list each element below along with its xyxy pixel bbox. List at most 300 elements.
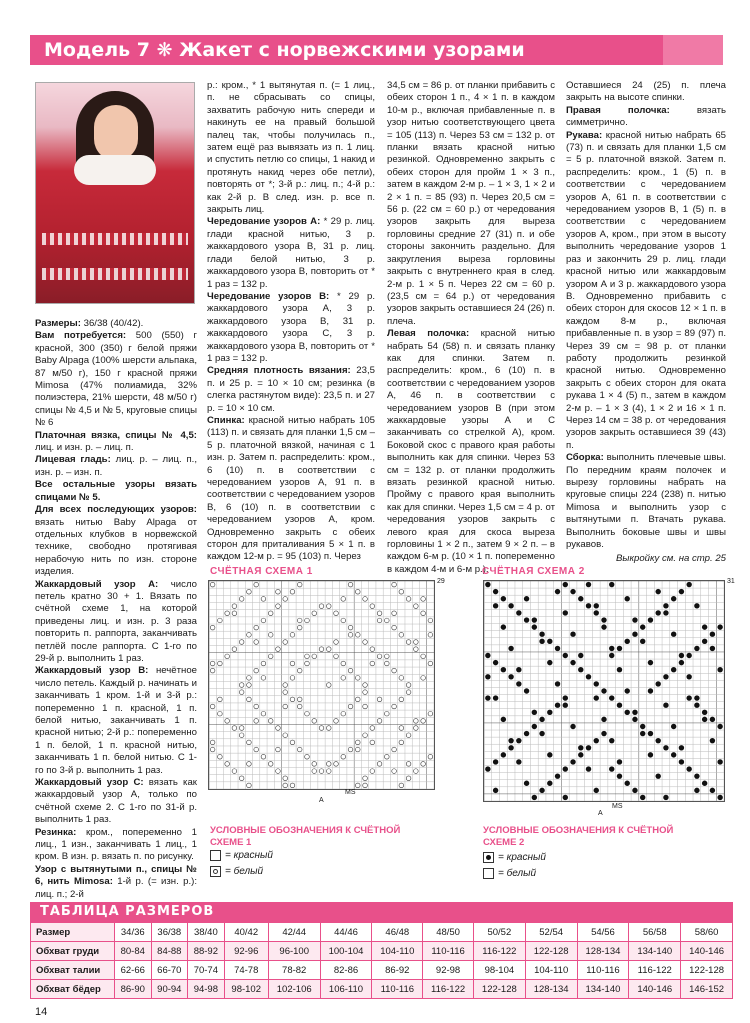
paragraph-text: красной нитью набрать 54 (58) п. и связать планку как для спинки. Затем п. распределить: кром., 6 (10) п. в соответствии с чередованием узоров А, 46 п. в соответствии с чередованием узоров В (при этом жаккардовые узоры А и С заканчивать со стрелкой А), кром. Боковой скос с правого края работы выполнить как для спинки. Через 53 см = 132 р. от планки продолжить вязать резинкой красной нитью. Пройму с правого края выполнить как для спинки. Через 1,5 см = 4 р. от чередования узоров закрыть с левого края для скоса выреза горловины 1 × 2 п., затем 9 × 2 п. – в каждом 6-м р. (10 × 1 п. попеременно в каждом 4-м и 6-м р.). [387, 328, 555, 575]
red-stitch-mark [717, 795, 722, 800]
white-stitch-mark [406, 597, 411, 602]
red-stitch-mark [539, 731, 544, 736]
red-stitch-mark [640, 724, 645, 729]
red-stitch-mark [555, 702, 560, 707]
red-stitch-mark [578, 596, 583, 601]
red-stitch-mark [632, 710, 637, 715]
white-stitch-mark [319, 769, 324, 774]
table-cell: 36/38 [151, 923, 188, 942]
paragraph-text: красной нитью набрать 105 (113) п. и связать для планки 1,5 см – 5 р. платочной вязкой, начиная с 1 изн. р. Затем п. распределить: кром., 6 (10) п. в соответствии с чередованием узоров А, 91 п. в соответствии с чередованием узоров В, 6 (10) п. в соответствии с чередованием узоров А, кром. Одновременно закрыть с обеих сторон для приталивания 5 × 1 п. в каждом 12-м р. = 95 (103) п. Через [207, 414, 375, 563]
white-stitch-mark [363, 597, 368, 602]
white-stitch-mark [348, 582, 353, 587]
red-stitch-mark [617, 646, 622, 651]
schema1-title: СЧЁТНАЯ СХЕМА 1 [210, 566, 313, 577]
paragraph-text: выполнить плечевые швы. По передним краям полочек и вырезу горловины набрать на круговые спицы 224 (238) п. нитью Mimosa и выполнить узор с вытянутыми п. Втачать рукава. Выполнить боковые швы и швы рукавов. [566, 452, 726, 551]
size-table [30, 922, 733, 999]
white-stitch-mark [414, 604, 419, 609]
red-stitch-mark [617, 667, 622, 672]
white-stitch-mark [261, 754, 266, 759]
white-stitch-mark [232, 647, 237, 652]
red-stitch-mark [501, 624, 506, 629]
paragraph-heading: Для всех последующих узоров: [35, 504, 197, 516]
table-cell: 116-122 [473, 942, 525, 961]
white-stitch-mark [428, 618, 433, 623]
legend-empty-square-icon [483, 868, 494, 879]
paragraph-text: 34,5 см = 86 р. от планки прибавить с обеих сторон 1 п., 4 × 1 п. в каждом 10-м р., включая прибавленные п. в узор нитью соответствующего цвета = 105 (113) п. Через 53 см = 132 р. от планки вязать красной нитью резинкой. Одновременно закрыть с обеих сторон для пройм 1 × 3 п., затем в каждом 2-м р. – 1 × 3, 1 × 2 и 2 × 1 п. = 85 (93) п. Через 20,5 см = 56 р. (22 см = 60 р.) от чередования узоров закрыть для выреза горловины средние 27 (31) п. и обе стороны закончить раздельно. Для закругления выреза горловины закрыть с внутреннего края в след. 2-м р. 1 × 5 п. Через 22 см = 60 р. (23,5 см = 64 р.) от чередования узоров закрыть оставшиеся 24 (26) п. плеча. [387, 80, 555, 327]
red-stitch-mark [563, 695, 568, 700]
paragraph [207, 216, 375, 290]
red-stitch-mark [679, 759, 684, 764]
white-stitch-mark [377, 618, 382, 623]
red-stitch-mark [586, 766, 591, 771]
white-stitch-mark [334, 654, 339, 659]
red-stitch-mark [570, 724, 575, 729]
paragraph-heading: Жаккардовый узор В: [35, 665, 149, 677]
white-stitch-mark [232, 611, 237, 616]
white-stitch-mark [261, 711, 266, 716]
white-stitch-mark [254, 719, 259, 724]
red-stitch-mark [594, 738, 599, 743]
table-cell: 134-140 [629, 942, 681, 961]
paragraph-text: красной нитью набрать 65 (73) п. и связать для планки 1,5 см = 5 р. платочной вязкой. Затем п. распределить: кром., 1 (5) п. в соответствии с чередованием узоров А, 61 п. в соответствии с чередованием узоров В, 1 (5) п. в соответствии с чередованием узоров А, кром., при этом в высоту выполнить чередование узоров 1 раз и закончить 29 р. лиц. глади красной нитью или жаккардовым узором А и 3 р. жаккардового узора В. Одновременно прибавить с обеих сторон для скосов 12 × 1 п. в каждом 8-м р., включая прибавленные п. в узор = 89 (97) п. Через 39 см = 98 р. от планки работу продолжить резинкой красной нитью. Одновременно закрыть с обеих сторон для окатa рукава 1 × 4 (5) п., затем в каждом 2-м р. – 1 × 3 (4), 1 × 2 и 16 × 1 п. Через 14 см = 38 р. от чередования узоров закрыть оставшиеся 39 (43) п. [566, 129, 726, 451]
white-stitch-mark [355, 783, 360, 788]
white-stitch-mark [283, 733, 288, 738]
red-stitch-mark [710, 738, 715, 743]
table-cell: 134-140 [577, 980, 629, 999]
red-stitch-mark [702, 781, 707, 786]
red-stitch-mark [516, 610, 521, 615]
pattern-reference-note: Выкройку см. на стр. 25 [616, 553, 726, 565]
white-stitch-mark [334, 640, 339, 645]
paragraph-heading: Левая полочка: [387, 328, 470, 340]
red-stitch-mark [663, 603, 668, 608]
legend-label: = красный [498, 852, 546, 863]
white-stitch-mark [399, 783, 404, 788]
paragraph-heading: Чередование узоров В: [207, 290, 330, 302]
white-stitch-mark [261, 661, 266, 666]
white-stitch-mark [406, 733, 411, 738]
red-stitch-mark [493, 695, 498, 700]
table-cell: 94-98 [188, 980, 225, 999]
table-cell: 116-122 [423, 980, 474, 999]
white-stitch-mark [247, 697, 252, 702]
paragraph-heading: Вам потребуется: [35, 330, 127, 342]
red-stitch-mark [655, 681, 660, 686]
table-cell: 92-98 [423, 961, 474, 980]
white-stitch-mark [341, 618, 346, 623]
schema2-arrow-label: A [598, 810, 603, 817]
row-header: Размер [31, 923, 115, 942]
red-stitch-mark [694, 695, 699, 700]
red-stitch-mark [601, 617, 606, 622]
red-stitch-mark [625, 639, 630, 644]
white-stitch-mark [268, 632, 273, 637]
red-stitch-mark [710, 788, 715, 793]
red-stitch-mark [547, 639, 552, 644]
white-stitch-mark [305, 618, 310, 623]
white-stitch-mark [312, 762, 317, 767]
red-stitch-mark [663, 795, 668, 800]
red-stitch-mark [594, 610, 599, 615]
table-cell: 80-84 [115, 942, 152, 961]
paragraph [566, 452, 726, 551]
red-stitch-mark [547, 710, 552, 715]
white-stitch-mark [218, 754, 223, 759]
white-stitch-mark [247, 762, 252, 767]
paragraph-text: 23,5 п. и 25 р. = 10 × 10 см; резинка (в слегка растянутом виде): 23,5 п. и 27 р. = 10 × 10 см. [207, 365, 375, 414]
paragraph [207, 365, 375, 415]
white-stitch-mark [370, 661, 375, 666]
table-cell: 140-146 [629, 980, 681, 999]
red-stitch-mark [632, 632, 637, 637]
red-stitch-mark [555, 773, 560, 778]
white-stitch-mark [421, 676, 426, 681]
table-cell: 62-66 [115, 961, 152, 980]
size-table-header [30, 902, 733, 922]
white-stitch-mark [334, 611, 339, 616]
table-cell: 56/58 [629, 923, 681, 942]
red-stitch-mark [671, 752, 676, 757]
table-row [31, 923, 733, 942]
red-stitch-mark [485, 766, 490, 771]
white-stitch-mark [268, 762, 273, 767]
white-stitch-mark [421, 654, 426, 659]
red-stitch-mark [501, 752, 506, 757]
table-cell: 100-104 [320, 942, 372, 961]
paragraph-heading: Платочная вязка, спицы № 4,5: [35, 429, 197, 441]
paragraph-text: 1-й р. (= изн. р.): лиц. п.; 2-й [35, 876, 197, 900]
white-stitch-mark [210, 582, 215, 587]
white-stitch-mark [305, 754, 310, 759]
red-stitch-mark [702, 710, 707, 715]
paragraph-heading: Средняя плотность вязания: [207, 365, 351, 377]
table-cell: 128-134 [577, 942, 629, 961]
table-cell: 52/54 [525, 923, 577, 942]
white-stitch-mark [363, 704, 368, 709]
red-stitch-mark [640, 795, 645, 800]
red-stitch-mark [493, 788, 498, 793]
red-stitch-mark [648, 660, 653, 665]
table-cell: 74-78 [224, 961, 268, 980]
table-row [31, 942, 733, 961]
paragraph-heading: Резинка: [35, 826, 77, 838]
white-stitch-mark [377, 611, 382, 616]
white-stitch-mark [326, 762, 331, 767]
photo-face [94, 105, 138, 161]
white-stitch-mark [355, 697, 360, 702]
white-stitch-mark [348, 704, 353, 709]
white-stitch-mark [247, 740, 252, 745]
paragraph-heading: Жаккардовый узор А: [35, 578, 159, 590]
white-stitch-mark [377, 719, 382, 724]
white-stitch-mark [239, 597, 244, 602]
red-stitch-mark [547, 752, 552, 757]
red-stitch-mark [663, 674, 668, 679]
white-stitch-mark [232, 604, 237, 609]
white-stitch-mark [406, 640, 411, 645]
red-stitch-mark [679, 660, 684, 665]
red-stitch-mark [686, 582, 691, 587]
white-stitch-mark [370, 647, 375, 652]
white-stitch-mark [355, 632, 360, 637]
red-stitch-mark [710, 646, 715, 651]
text-column-3 [387, 80, 555, 576]
paragraph-heading: Чередование узоров А: [207, 216, 321, 228]
table-cell: 110-116 [372, 980, 423, 999]
paragraph [35, 864, 197, 901]
red-stitch-mark [710, 632, 715, 637]
text-column-2 [207, 80, 375, 564]
row-header: Обхват талии [31, 961, 115, 980]
paragraph-text: вязать как жаккардовый узор А, только по счётной схеме 2. С 1-го по 31-й р. выполнить 1 раз. [35, 777, 197, 826]
white-stitch-mark [283, 690, 288, 695]
table-cell: 84-88 [151, 942, 188, 961]
white-stitch-mark [247, 683, 252, 688]
white-stitch-mark [421, 719, 426, 724]
white-stitch-mark [406, 683, 411, 688]
table-cell: 82-86 [320, 961, 372, 980]
white-stitch-mark [326, 647, 331, 652]
white-stitch-mark [247, 676, 252, 681]
white-stitch-mark [239, 776, 244, 781]
paragraph [35, 579, 197, 666]
red-stitch-mark [694, 603, 699, 608]
white-stitch-mark [283, 597, 288, 602]
red-stitch-mark [524, 731, 529, 736]
red-stitch-mark [663, 610, 668, 615]
red-stitch-mark [555, 646, 560, 651]
red-stitch-mark [625, 596, 630, 601]
red-stitch-mark [702, 624, 707, 629]
paragraph-text: р.: кром., * 1 вытянутая п. (= 1 лиц., п. не сбрасывать со спицы, захватить рабочую нить спереди и накинуть ее на правый большой палец так, чтобы получилась п., затем ещё раз вывязать из п. 1 лиц. и спустить петлю со спицы, 1 накид и протянуть накид через обе петли), повторять от *; 3-й р.: лиц. п.; 4-й р.: как 2-й р. В след. изн. р. все п. закрыть лиц. [207, 80, 375, 216]
red-stitch-mark [516, 667, 521, 672]
red-stitch-mark [601, 624, 606, 629]
table-cell: 104-110 [372, 942, 423, 961]
paragraph-text: 500 (550) г красной, 300 (350) г белой пряжи Baby Alpaga (100% шерсти альпака, 87 м/50 г), 150 г красной пряжи Mimosa (47% полиамида, 32% полиэстера, 21% шерсти, 48 м/50 г) спицы № 4,5 и № 5, круговые спицы № 6 [35, 330, 197, 429]
white-stitch-mark [305, 711, 310, 716]
white-stitch-mark [210, 740, 215, 745]
red-stitch-mark [524, 688, 529, 693]
paragraph-text: кром., попеременно 1 лиц., 1 изн., заканчивать 1 лиц., 1 кром. В изн. р. вязать п. по рисунку. [35, 826, 197, 863]
paragraph [35, 504, 197, 578]
white-stitch-mark [370, 740, 375, 745]
table-cell: 98-104 [473, 961, 525, 980]
photo-pattern-band [42, 268, 188, 280]
red-stitch-mark [493, 660, 498, 665]
table-cell: 90-94 [151, 980, 188, 999]
white-stitch-mark [254, 625, 259, 630]
paragraph [566, 105, 726, 130]
schema2-legend-red [483, 852, 546, 863]
table-cell: 58/60 [681, 923, 733, 942]
white-stitch-mark [247, 783, 252, 788]
table-cell: 48/50 [423, 923, 474, 942]
red-stitch-mark [601, 731, 606, 736]
paragraph [566, 80, 726, 105]
white-stitch-mark [312, 611, 317, 616]
white-stitch-mark [326, 683, 331, 688]
schema1-ms-label: MS [345, 789, 356, 796]
row-header: Обхват груди [31, 942, 115, 961]
red-stitch-mark [694, 702, 699, 707]
white-stitch-mark [385, 661, 390, 666]
white-stitch-mark [363, 733, 368, 738]
red-stitch-mark [632, 717, 637, 722]
red-stitch-mark [617, 702, 622, 707]
white-stitch-mark [392, 747, 397, 752]
white-stitch-mark [239, 640, 244, 645]
photo-pattern-band [42, 233, 188, 245]
white-stitch-mark [290, 697, 295, 702]
red-stitch-mark [655, 589, 660, 594]
paragraph [35, 430, 197, 455]
white-stitch-mark [225, 719, 230, 724]
red-stitch-mark [717, 667, 722, 672]
white-stitch-mark [290, 661, 295, 666]
white-stitch-mark [261, 676, 266, 681]
white-stitch-mark [392, 611, 397, 616]
white-stitch-mark [268, 719, 273, 724]
white-stitch-mark [385, 711, 390, 716]
legend-label: = белый [498, 868, 537, 879]
table-cell: 86-90 [115, 980, 152, 999]
white-stitch-mark [232, 726, 237, 731]
paragraph-text: Оставшиеся 24 (25) п. плеча закрыть на высоте спинки. [566, 80, 726, 104]
white-stitch-mark [421, 762, 426, 767]
red-stitch-mark [485, 674, 490, 679]
red-stitch-mark [694, 788, 699, 793]
white-stitch-mark [247, 632, 252, 637]
schema2-rows-label: 31 [727, 578, 735, 585]
size-table-title: ТАБЛИЦА РАЗМЕРОВ [40, 904, 215, 919]
red-stitch-mark [524, 781, 529, 786]
red-stitch-mark [594, 603, 599, 608]
red-stitch-mark [586, 582, 591, 587]
white-stitch-mark [421, 611, 426, 616]
white-stitch-mark [290, 676, 295, 681]
white-stitch-mark [341, 676, 346, 681]
red-stitch-mark [508, 738, 513, 743]
white-stitch-mark [392, 625, 397, 630]
white-stitch-mark [377, 697, 382, 702]
white-stitch-mark [341, 597, 346, 602]
red-stitch-mark [655, 738, 660, 743]
table-cell: 42/44 [268, 923, 320, 942]
paragraph [35, 330, 197, 429]
white-stitch-mark [428, 754, 433, 759]
paragraph-text: вязать нитью Baby Alpaga от отдельных клубков в норвежской технике, свободно протягивая нерабочую нить по изн. стороне изделия. [35, 516, 197, 578]
white-stitch-mark [297, 747, 302, 752]
red-stitch-mark [532, 710, 537, 715]
white-stitch-mark [399, 676, 404, 681]
table-cell: 34/36 [115, 923, 152, 942]
white-stitch-mark [276, 647, 281, 652]
red-stitch-mark [594, 788, 599, 793]
white-stitch-mark [399, 632, 404, 637]
paragraph-heading: Жаккардовый узор С: [35, 777, 144, 789]
table-cell: 38/40 [188, 923, 225, 942]
white-stitch-mark [326, 769, 331, 774]
table-cell: 122-128 [525, 942, 577, 961]
white-stitch-mark [297, 697, 302, 702]
table-cell: 146-152 [681, 980, 733, 999]
table-cell: 140-146 [681, 942, 733, 961]
white-stitch-mark [385, 754, 390, 759]
white-stitch-mark [283, 683, 288, 688]
white-stitch-mark [254, 747, 259, 752]
red-stitch-mark [539, 632, 544, 637]
red-stitch-mark [679, 653, 684, 658]
red-stitch-mark [655, 610, 660, 615]
paragraph-heading: Все остальные узоры вязать спицами № 5. [35, 479, 197, 503]
paragraph-text: * 29 р. лиц. глади красной нитью, 3 р. жаккардового узора В, 31 р. лиц. глади белой нитью, 3 р. жаккардового узора В, повторить от * 1 раз = 132 р. [207, 216, 376, 290]
white-stitch-mark [283, 783, 288, 788]
schema2-legend-title: УСЛОВНЫЕ ОБОЗНАЧЕНИЯ К СЧЁТНОЙ СХЕМЕ 2 [483, 825, 674, 848]
red-stitch-mark [601, 717, 606, 722]
red-stitch-mark [648, 688, 653, 693]
white-stitch-mark [305, 661, 310, 666]
red-stitch-mark [570, 589, 575, 594]
paragraph-text: лиц. р. – лиц. п., изн. р. – изн. п. [35, 454, 197, 478]
red-stitch-mark [516, 681, 521, 686]
white-stitch-mark [348, 625, 353, 630]
red-stitch-mark [686, 674, 691, 679]
red-stitch-mark [609, 653, 614, 658]
table-cell: 128-134 [525, 980, 577, 999]
red-stitch-mark [640, 731, 645, 736]
title-accent [663, 35, 723, 65]
white-stitch-mark [363, 690, 368, 695]
white-stitch-mark [392, 668, 397, 673]
table-cell: 110-116 [423, 942, 474, 961]
red-stitch-mark [501, 717, 506, 722]
legend-empty-square-icon [210, 850, 221, 861]
white-stitch-mark [232, 769, 237, 774]
white-stitch-mark [210, 625, 215, 630]
white-stitch-mark [254, 582, 259, 587]
table-cell: 106-110 [320, 980, 372, 999]
table-cell: 70-74 [188, 961, 225, 980]
white-stitch-mark [239, 726, 244, 731]
red-stitch-mark [679, 745, 684, 750]
white-stitch-mark [334, 719, 339, 724]
white-stitch-mark [377, 762, 382, 767]
red-stitch-mark [609, 646, 614, 651]
white-stitch-mark [363, 783, 368, 788]
paragraph [35, 665, 197, 777]
white-stitch-mark [254, 704, 259, 709]
row-header: Обхват бёдер [31, 980, 115, 999]
schema2-title: СЧЁТНАЯ СХЕМА 2 [482, 566, 585, 577]
white-stitch-mark [370, 769, 375, 774]
white-stitch-mark [297, 625, 302, 630]
white-stitch-mark [428, 661, 433, 666]
red-stitch-mark [524, 617, 529, 622]
white-stitch-mark [377, 654, 382, 659]
white-stitch-mark [268, 654, 273, 659]
white-stitch-mark [421, 597, 426, 602]
paragraph-text: число петель кратно 30 + 1. Вязать по счётной схеме 1, на которой приведены лиц. и изн. р. 3 раза повторить п. раппорта, заканчивать петлёй после раппорта. С 1-го по 29-й р. выполнить 1 раз. [35, 578, 197, 664]
legend-dot-square-icon [483, 852, 494, 863]
red-stitch-mark [671, 632, 676, 637]
white-stitch-mark [276, 726, 281, 731]
red-stitch-mark [547, 660, 552, 665]
white-stitch-mark [399, 726, 404, 731]
paragraph-heading: Правая полочка: [566, 104, 670, 116]
white-stitch-mark [276, 747, 281, 752]
white-stitch-mark [312, 719, 317, 724]
red-stitch-mark [555, 681, 560, 686]
